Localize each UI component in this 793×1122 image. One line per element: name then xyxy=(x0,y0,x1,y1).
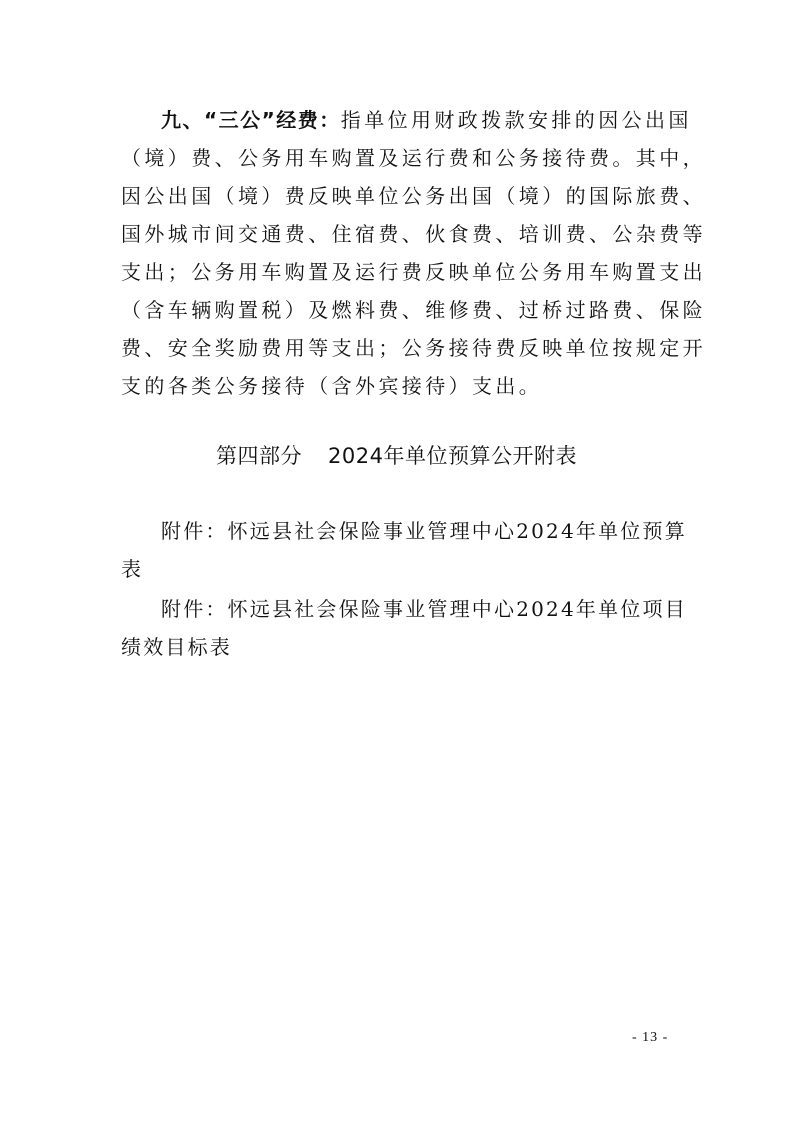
part-four-heading xyxy=(0,440,793,470)
attachment-line: 附件：怀远县社会保险事业管理中心2024年单位预算 xyxy=(161,519,687,543)
page-number: - 13 - xyxy=(632,1030,669,1045)
part-four-title: 2024年单位预算公开附表 xyxy=(328,444,577,468)
paragraph-line: 支出；公务用车购置及运行费反映单位公务用车购置支出 xyxy=(121,260,706,284)
attachment-line: 绩效目标表 xyxy=(121,635,232,659)
section-nine-paragraph xyxy=(121,101,706,405)
paragraph-text: 指单位用财政拨款安排的因公出国 xyxy=(340,108,692,132)
attachment-line: 表 xyxy=(121,557,144,581)
section-nine-heading: 九、“三公”经费： xyxy=(161,108,341,132)
attachment-line: 附件：怀远县社会保险事业管理中心2024年单位项目 xyxy=(161,597,687,621)
paragraph-line: 因公出国（境）费反映单位公务出国（境）的国际旅费、 xyxy=(121,184,706,208)
paragraph-line: （含车辆购置税）及燃料费、维修费、过桥过路费、保险 xyxy=(121,298,706,322)
paragraph-line: （境）费、公务用车购置及运行费和公务接待费。其中， xyxy=(121,146,706,170)
paragraph-line: 费、安全奖励费用等支出；公务接待费反映单位按规定开 xyxy=(121,336,706,360)
paragraph-line: 支的各类公务接待（含外宾接待）支出。 xyxy=(121,374,543,398)
paragraph-line xyxy=(121,101,692,139)
attachment-performance-table xyxy=(121,590,687,666)
paragraph-line: 国外城市间交通费、住宿费、伙食费、培训费、公杂费等 xyxy=(121,222,706,246)
part-four-label: 第四部分 xyxy=(216,444,303,468)
attachment-budget-table xyxy=(121,512,687,588)
